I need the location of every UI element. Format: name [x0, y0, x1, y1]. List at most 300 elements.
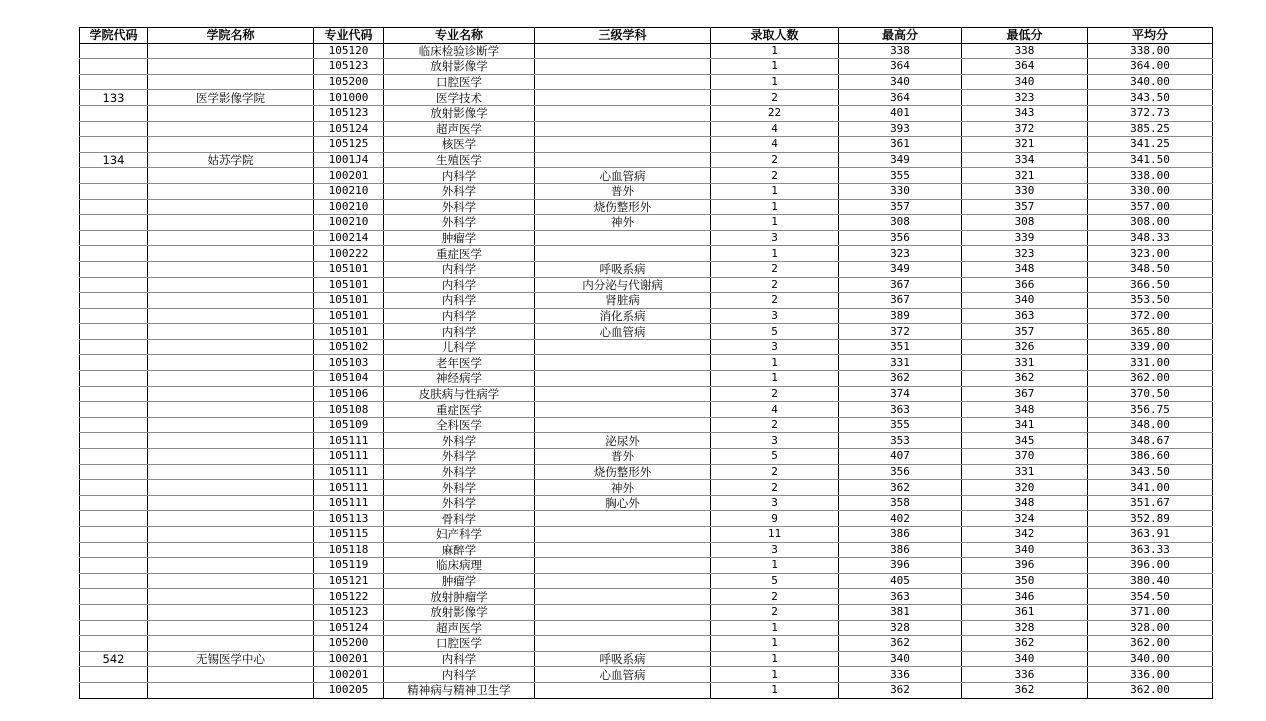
cell-subdiscipline: 烧伤整形外: [535, 464, 711, 480]
cell-college-name: [148, 199, 314, 215]
cell-major-code: 105101: [314, 277, 384, 293]
cell-college-code: 542: [80, 651, 148, 667]
cell-college-code: [80, 573, 148, 589]
cell-major-code: 100210: [314, 215, 384, 231]
cell-admitted-count: 1: [711, 246, 839, 262]
cell-admitted-count: 3: [711, 542, 839, 558]
cell-major-name: 重症医学: [384, 246, 535, 262]
cell-max-score: 393: [839, 121, 962, 137]
cell-college-name: [148, 464, 314, 480]
table-row: [80, 230, 1213, 246]
cell-max-score: 367: [839, 293, 962, 309]
cell-major-name: 口腔医学: [384, 74, 535, 90]
cell-college-name: [148, 293, 314, 309]
table-row: [80, 417, 1213, 433]
header-min-score: 最低分: [962, 28, 1088, 44]
cell-max-score: 355: [839, 417, 962, 433]
cell-min-score: 343: [962, 105, 1088, 121]
cell-min-score: 348: [962, 261, 1088, 277]
cell-major-name: 外科学: [384, 215, 535, 231]
header-admitted-count: 录取人数: [711, 28, 839, 44]
cell-college-code: [80, 215, 148, 231]
cell-min-score: 361: [962, 604, 1088, 620]
cell-major-name: 妇产科学: [384, 527, 535, 543]
cell-subdiscipline: [535, 417, 711, 433]
cell-college-code: [80, 620, 148, 636]
cell-subdiscipline: [535, 121, 711, 137]
cell-major-code: 105111: [314, 433, 384, 449]
table-row: [80, 74, 1213, 90]
cell-max-score: 367: [839, 277, 962, 293]
cell-avg-score: 356.75: [1088, 402, 1213, 418]
cell-min-score: 324: [962, 511, 1088, 527]
cell-min-score: 367: [962, 386, 1088, 402]
cell-max-score: 363: [839, 402, 962, 418]
cell-college-name: 无锡医学中心: [148, 651, 314, 667]
cell-major-name: 放射影像学: [384, 105, 535, 121]
cell-max-score: 323: [839, 246, 962, 262]
cell-college-code: [80, 246, 148, 262]
cell-min-score: 342: [962, 527, 1088, 543]
cell-min-score: 323: [962, 246, 1088, 262]
cell-subdiscipline: 普外: [535, 183, 711, 199]
cell-major-code: 105109: [314, 417, 384, 433]
cell-college-name: [148, 277, 314, 293]
cell-college-name: [148, 667, 314, 683]
cell-avg-score: 386.60: [1088, 449, 1213, 465]
cell-subdiscipline: 呼吸系病: [535, 651, 711, 667]
cell-major-code: 105125: [314, 137, 384, 153]
cell-college-name: [148, 573, 314, 589]
cell-major-code: 105101: [314, 308, 384, 324]
cell-avg-score: 336.00: [1088, 667, 1213, 683]
header-major-code: 专业代码: [314, 28, 384, 44]
cell-major-name: 放射影像学: [384, 59, 535, 75]
cell-max-score: 356: [839, 230, 962, 246]
cell-major-code: 105200: [314, 636, 384, 652]
cell-major-name: 内科学: [384, 651, 535, 667]
cell-avg-score: 396.00: [1088, 558, 1213, 574]
table-row: [80, 511, 1213, 527]
cell-min-score: 334: [962, 152, 1088, 168]
cell-major-code: 105124: [314, 121, 384, 137]
cell-college-code: [80, 339, 148, 355]
cell-college-code: [80, 199, 148, 215]
cell-admitted-count: 2: [711, 417, 839, 433]
cell-major-name: 外科学: [384, 433, 535, 449]
cell-major-name: 临床检验诊断学: [384, 43, 535, 59]
cell-major-code: 100210: [314, 199, 384, 215]
table-row: [80, 152, 1213, 168]
cell-subdiscipline: [535, 371, 711, 387]
cell-college-name: [148, 589, 314, 605]
cell-subdiscipline: [535, 542, 711, 558]
cell-major-name: 全科医学: [384, 417, 535, 433]
cell-subdiscipline: [535, 152, 711, 168]
table-row: [80, 433, 1213, 449]
table-row: [80, 542, 1213, 558]
cell-major-code: 101000: [314, 90, 384, 106]
table-row: [80, 667, 1213, 683]
cell-min-score: 341: [962, 417, 1088, 433]
cell-major-code: 105119: [314, 558, 384, 574]
cell-admitted-count: 11: [711, 527, 839, 543]
table-row: [80, 480, 1213, 496]
table-row: [80, 137, 1213, 153]
table-row: [80, 168, 1213, 184]
cell-college-name: [148, 495, 314, 511]
cell-avg-score: 357.00: [1088, 199, 1213, 215]
cell-college-code: [80, 480, 148, 496]
cell-admitted-count: 1: [711, 682, 839, 698]
cell-min-score: 328: [962, 620, 1088, 636]
cell-max-score: 401: [839, 105, 962, 121]
cell-avg-score: 362.00: [1088, 682, 1213, 698]
cell-major-name: 生殖医学: [384, 152, 535, 168]
cell-major-name: 骨科学: [384, 511, 535, 527]
cell-min-score: 346: [962, 589, 1088, 605]
cell-admitted-count: 4: [711, 121, 839, 137]
cell-major-code: 105123: [314, 59, 384, 75]
cell-avg-score: 323.00: [1088, 246, 1213, 262]
cell-avg-score: 348.67: [1088, 433, 1213, 449]
cell-subdiscipline: [535, 74, 711, 90]
cell-admitted-count: 1: [711, 199, 839, 215]
cell-subdiscipline: [535, 573, 711, 589]
cell-college-code: [80, 43, 148, 59]
cell-major-code: 105111: [314, 464, 384, 480]
cell-min-score: 350: [962, 573, 1088, 589]
cell-max-score: 330: [839, 183, 962, 199]
cell-avg-score: 340.00: [1088, 74, 1213, 90]
cell-subdiscipline: 神外: [535, 215, 711, 231]
cell-max-score: 361: [839, 137, 962, 153]
table-row: [80, 651, 1213, 667]
cell-college-name: [148, 636, 314, 652]
cell-major-name: 内科学: [384, 293, 535, 309]
cell-admitted-count: 4: [711, 137, 839, 153]
cell-max-score: 338: [839, 43, 962, 59]
cell-major-name: 超声医学: [384, 620, 535, 636]
cell-college-code: [80, 402, 148, 418]
cell-min-score: 364: [962, 59, 1088, 75]
cell-subdiscipline: 胸心外: [535, 495, 711, 511]
cell-max-score: 351: [839, 339, 962, 355]
cell-min-score: 357: [962, 324, 1088, 340]
cell-min-score: 372: [962, 121, 1088, 137]
cell-college-name: [148, 43, 314, 59]
cell-major-name: 医学技术: [384, 90, 535, 106]
cell-major-name: 内科学: [384, 667, 535, 683]
cell-college-code: [80, 74, 148, 90]
table-row: [80, 277, 1213, 293]
cell-admitted-count: 1: [711, 651, 839, 667]
cell-college-name: [148, 371, 314, 387]
cell-min-score: 320: [962, 480, 1088, 496]
table-row: [80, 558, 1213, 574]
cell-max-score: 356: [839, 464, 962, 480]
cell-college-code: [80, 386, 148, 402]
cell-subdiscipline: 心血管病: [535, 324, 711, 340]
cell-min-score: 366: [962, 277, 1088, 293]
cell-college-name: [148, 215, 314, 231]
cell-major-code: 105111: [314, 480, 384, 496]
cell-avg-score: 353.50: [1088, 293, 1213, 309]
cell-college-code: [80, 355, 148, 371]
cell-subdiscipline: [535, 59, 711, 75]
table-row: [80, 261, 1213, 277]
cell-subdiscipline: [535, 527, 711, 543]
table-row: [80, 183, 1213, 199]
cell-admitted-count: 2: [711, 464, 839, 480]
cell-major-code: 105124: [314, 620, 384, 636]
cell-major-name: 外科学: [384, 495, 535, 511]
cell-college-name: 医学影像学院: [148, 90, 314, 106]
cell-college-code: [80, 449, 148, 465]
cell-major-code: 105101: [314, 324, 384, 340]
cell-avg-score: 372.73: [1088, 105, 1213, 121]
cell-major-name: 肿瘤学: [384, 230, 535, 246]
cell-admitted-count: 1: [711, 636, 839, 652]
table-row: [80, 604, 1213, 620]
cell-max-score: 353: [839, 433, 962, 449]
cell-admitted-count: 1: [711, 43, 839, 59]
cell-major-code: 105102: [314, 339, 384, 355]
cell-admitted-count: 2: [711, 152, 839, 168]
cell-min-score: 363: [962, 308, 1088, 324]
cell-admitted-count: 3: [711, 433, 839, 449]
cell-min-score: 370: [962, 449, 1088, 465]
cell-college-code: [80, 137, 148, 153]
cell-college-name: [148, 527, 314, 543]
cell-max-score: 381: [839, 604, 962, 620]
cell-subdiscipline: [535, 620, 711, 636]
cell-major-code: 105104: [314, 371, 384, 387]
cell-subdiscipline: [535, 43, 711, 59]
cell-college-name: [148, 137, 314, 153]
admission-score-table: [79, 27, 1213, 699]
cell-avg-score: 351.67: [1088, 495, 1213, 511]
cell-avg-score: 370.50: [1088, 386, 1213, 402]
header-row: [80, 28, 1213, 44]
cell-college-name: [148, 183, 314, 199]
cell-college-code: [80, 308, 148, 324]
cell-avg-score: 331.00: [1088, 355, 1213, 371]
cell-major-name: 放射肿瘤学: [384, 589, 535, 605]
cell-major-name: 内科学: [384, 277, 535, 293]
cell-admitted-count: 2: [711, 277, 839, 293]
cell-subdiscipline: 心血管病: [535, 667, 711, 683]
table-row: [80, 90, 1213, 106]
cell-subdiscipline: [535, 682, 711, 698]
cell-admitted-count: 2: [711, 604, 839, 620]
cell-subdiscipline: 内分泌与代谢病: [535, 277, 711, 293]
cell-admitted-count: 1: [711, 667, 839, 683]
cell-subdiscipline: 肾脏病: [535, 293, 711, 309]
cell-max-score: 363: [839, 589, 962, 605]
table-row: [80, 386, 1213, 402]
cell-college-code: [80, 230, 148, 246]
cell-min-score: 357: [962, 199, 1088, 215]
cell-major-name: 临床病理: [384, 558, 535, 574]
table-row: [80, 527, 1213, 543]
cell-college-name: [148, 402, 314, 418]
cell-college-name: [148, 246, 314, 262]
cell-max-score: 362: [839, 480, 962, 496]
cell-subdiscipline: [535, 339, 711, 355]
cell-avg-score: 352.89: [1088, 511, 1213, 527]
cell-admitted-count: 5: [711, 324, 839, 340]
cell-avg-score: 340.00: [1088, 651, 1213, 667]
cell-max-score: 374: [839, 386, 962, 402]
table-row: [80, 105, 1213, 121]
cell-subdiscipline: 烧伤整形外: [535, 199, 711, 215]
cell-college-code: [80, 293, 148, 309]
cell-admitted-count: 2: [711, 293, 839, 309]
cell-major-name: 重症医学: [384, 402, 535, 418]
cell-college-name: [148, 511, 314, 527]
cell-college-code: [80, 558, 148, 574]
cell-subdiscipline: 消化系病: [535, 308, 711, 324]
cell-college-name: [148, 59, 314, 75]
cell-college-name: [148, 433, 314, 449]
cell-admitted-count: 1: [711, 215, 839, 231]
cell-college-code: [80, 589, 148, 605]
cell-college-name: [148, 449, 314, 465]
cell-major-code: 100222: [314, 246, 384, 262]
cell-subdiscipline: [535, 636, 711, 652]
cell-college-code: [80, 511, 148, 527]
cell-min-score: 331: [962, 355, 1088, 371]
cell-major-code: 100210: [314, 183, 384, 199]
cell-college-code: [80, 371, 148, 387]
cell-avg-score: 372.00: [1088, 308, 1213, 324]
cell-admitted-count: 1: [711, 183, 839, 199]
cell-college-name: [148, 386, 314, 402]
cell-college-name: [148, 230, 314, 246]
header-subdiscipline: 三级学科: [535, 28, 711, 44]
cell-admitted-count: 2: [711, 480, 839, 496]
table-row: [80, 308, 1213, 324]
cell-admitted-count: 4: [711, 402, 839, 418]
cell-major-name: 内科学: [384, 168, 535, 184]
cell-major-name: 老年医学: [384, 355, 535, 371]
cell-major-code: 105101: [314, 261, 384, 277]
cell-max-score: 340: [839, 74, 962, 90]
cell-min-score: 326: [962, 339, 1088, 355]
cell-major-code: 105123: [314, 604, 384, 620]
cell-max-score: 362: [839, 682, 962, 698]
cell-min-score: 396: [962, 558, 1088, 574]
cell-college-name: [148, 682, 314, 698]
cell-avg-score: 343.50: [1088, 90, 1213, 106]
cell-admitted-count: 3: [711, 230, 839, 246]
cell-admitted-count: 5: [711, 449, 839, 465]
cell-admitted-count: 2: [711, 261, 839, 277]
cell-admitted-count: 2: [711, 168, 839, 184]
cell-major-code: 105200: [314, 74, 384, 90]
cell-college-code: 134: [80, 152, 148, 168]
cell-admitted-count: 2: [711, 386, 839, 402]
cell-college-name: [148, 74, 314, 90]
cell-college-code: [80, 417, 148, 433]
cell-max-score: 349: [839, 261, 962, 277]
cell-min-score: 321: [962, 168, 1088, 184]
cell-max-score: 340: [839, 651, 962, 667]
cell-subdiscipline: [535, 589, 711, 605]
cell-admitted-count: 1: [711, 355, 839, 371]
cell-subdiscipline: [535, 105, 711, 121]
cell-college-code: [80, 59, 148, 75]
cell-college-code: [80, 261, 148, 277]
cell-college-name: 姑苏学院: [148, 152, 314, 168]
table-row: [80, 121, 1213, 137]
cell-subdiscipline: 泌尿外: [535, 433, 711, 449]
table-row: [80, 636, 1213, 652]
cell-college-code: [80, 183, 148, 199]
cell-college-name: [148, 542, 314, 558]
cell-college-code: [80, 527, 148, 543]
cell-avg-score: 343.50: [1088, 464, 1213, 480]
cell-admitted-count: 5: [711, 573, 839, 589]
cell-avg-score: 348.50: [1088, 261, 1213, 277]
table-row: [80, 215, 1213, 231]
cell-subdiscipline: 神外: [535, 480, 711, 496]
cell-max-score: 405: [839, 573, 962, 589]
cell-max-score: 357: [839, 199, 962, 215]
cell-avg-score: 348.00: [1088, 417, 1213, 433]
table-row: [80, 402, 1213, 418]
cell-max-score: 386: [839, 542, 962, 558]
cell-college-name: [148, 324, 314, 340]
cell-major-name: 核医学: [384, 137, 535, 153]
cell-major-name: 放射影像学: [384, 604, 535, 620]
cell-major-code: 105111: [314, 495, 384, 511]
cell-max-score: 308: [839, 215, 962, 231]
table-row: [80, 339, 1213, 355]
cell-college-code: [80, 636, 148, 652]
cell-min-score: 348: [962, 495, 1088, 511]
table-row: [80, 246, 1213, 262]
cell-avg-score: 338.00: [1088, 43, 1213, 59]
cell-admitted-count: 3: [711, 339, 839, 355]
cell-max-score: 355: [839, 168, 962, 184]
header-major-name: 专业名称: [384, 28, 535, 44]
cell-admitted-count: 22: [711, 105, 839, 121]
table-row: [80, 199, 1213, 215]
cell-major-name: 肿瘤学: [384, 573, 535, 589]
cell-subdiscipline: 普外: [535, 449, 711, 465]
cell-major-code: 105118: [314, 542, 384, 558]
cell-college-name: [148, 105, 314, 121]
cell-major-code: 105120: [314, 43, 384, 59]
cell-avg-score: 366.50: [1088, 277, 1213, 293]
cell-min-score: 340: [962, 542, 1088, 558]
cell-college-code: [80, 168, 148, 184]
cell-college-code: [80, 324, 148, 340]
cell-major-name: 内科学: [384, 324, 535, 340]
cell-subdiscipline: 心血管病: [535, 168, 711, 184]
cell-admitted-count: 1: [711, 59, 839, 75]
cell-avg-score: 348.33: [1088, 230, 1213, 246]
cell-college-code: [80, 604, 148, 620]
cell-subdiscipline: [535, 230, 711, 246]
cell-major-code: 105121: [314, 573, 384, 589]
cell-college-code: [80, 105, 148, 121]
cell-major-code: 100201: [314, 168, 384, 184]
cell-avg-score: 362.00: [1088, 636, 1213, 652]
cell-avg-score: 371.00: [1088, 604, 1213, 620]
